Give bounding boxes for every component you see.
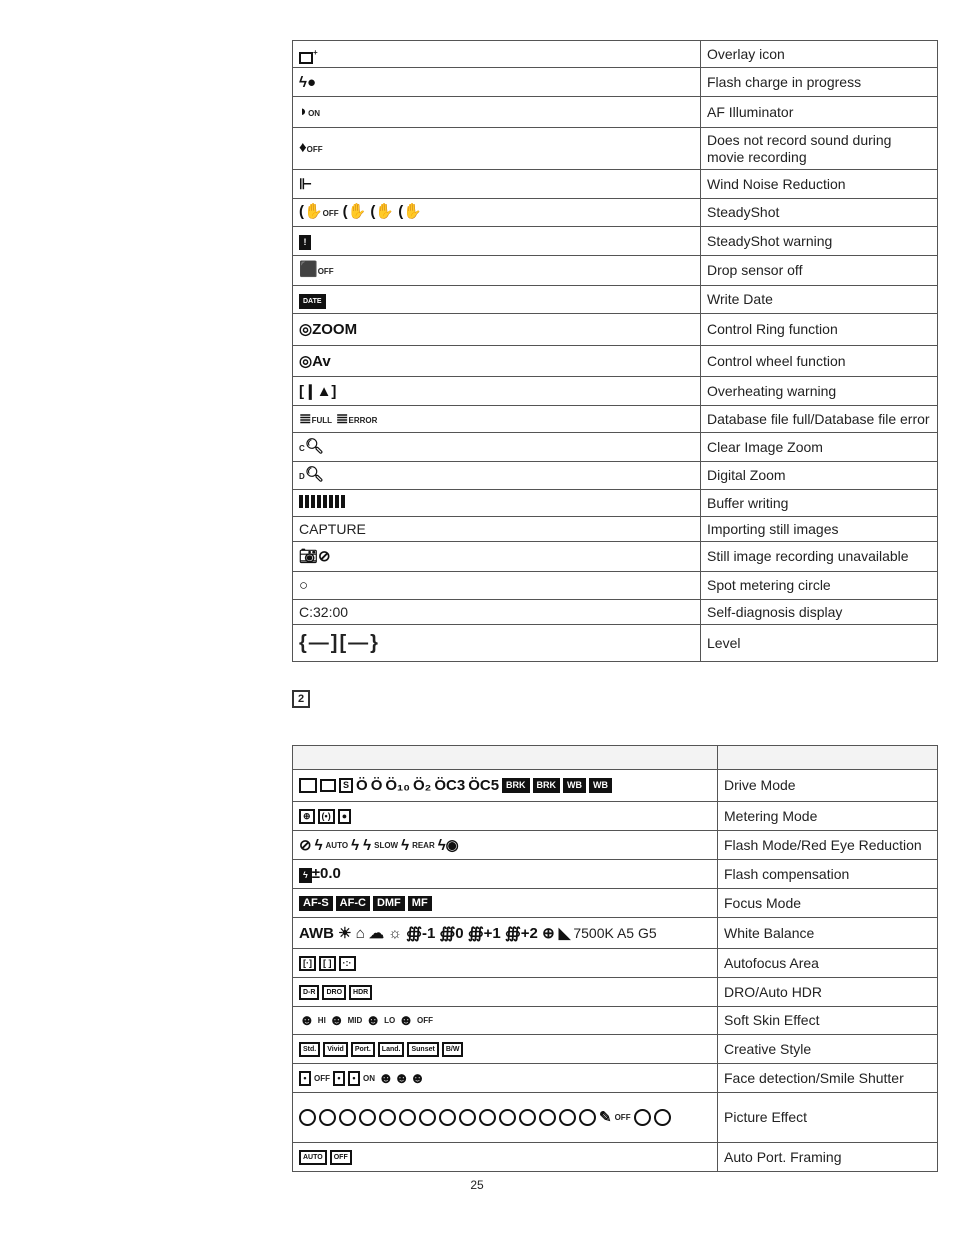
soft-skin-icons: ☻ HI ☻ MID ☻ LO ☻ OFF (293, 1007, 718, 1035)
page-number: 25 (470, 1178, 484, 1192)
capture-text: CAPTURE (293, 517, 701, 542)
steadyshot-icon: (✋OFF (✋ (✋ (✋ (293, 199, 701, 227)
row-desc: Wind Noise Reduction (701, 170, 938, 199)
row-desc: SteadyShot warning (701, 227, 938, 256)
row-desc: Drop sensor off (701, 256, 938, 286)
drive-mode-icons: S Ö Ö Ö₁₀ Ö₂ ÖC3 ÖC5 BRK BRK WB WB (293, 770, 718, 802)
header-cell (718, 746, 938, 770)
indicator-table-2 (292, 745, 938, 1172)
row-desc: Autofocus Area (718, 949, 938, 978)
creative-style-icons: Std. Vivid Port. Land. Sunset B/W (293, 1035, 718, 1064)
row-desc: Flash charge in progress (701, 68, 938, 97)
row-desc: DRO/Auto HDR (718, 978, 938, 1007)
row-desc: White Balance (718, 918, 938, 949)
overlay-icon: + (293, 41, 701, 68)
buffer-icon (293, 490, 701, 517)
level-icon: {—][—} (293, 625, 701, 662)
row-desc: Level (701, 625, 938, 662)
still-unavailable-icon: 📷︎⊘ (293, 542, 701, 572)
row-desc: Picture Effect (718, 1093, 938, 1143)
database-icon: ≣FULL ≣ERROR (293, 406, 701, 433)
row-desc: Still image recording unavailable (701, 542, 938, 572)
row-desc: Database file full/Database file error (701, 406, 938, 433)
row-desc: Drive Mode (718, 770, 938, 802)
metering-mode-icons: ⊕ (•) ● (293, 802, 718, 831)
row-desc: Control wheel function (701, 346, 938, 377)
af-illuminator-icon: ◗ON (293, 97, 701, 128)
section-marker-2-icon: 2 (292, 690, 310, 708)
row-desc: Self-diagnosis display (701, 600, 938, 625)
auto-port-framing-icons: AUTO OFF (293, 1143, 718, 1172)
row-desc: Flash compensation (718, 860, 938, 889)
flash-mode-icons: ⊘ ϟ AUTO ϟ ϟ SLOW ϟ REAR ϟ◉ (293, 831, 718, 860)
row-desc: Metering Mode (718, 802, 938, 831)
row-desc: Face detection/Smile Shutter (718, 1064, 938, 1093)
row-desc: Buffer writing (701, 490, 938, 517)
control-wheel-av-icon: ◎Av (293, 346, 701, 377)
steadyshot-warning-icon: ! (293, 227, 701, 256)
date-icon: DATE (293, 286, 701, 314)
row-desc: Soft Skin Effect (718, 1007, 938, 1035)
row-desc: Does not record sound during movie recording (701, 128, 938, 170)
row-desc: Flash Mode/Red Eye Reduction (718, 831, 938, 860)
overheating-icon: [❙▲] (293, 377, 701, 406)
row-desc: AF Illuminator (701, 97, 938, 128)
row-desc: Control Ring function (701, 314, 938, 346)
control-ring-zoom-icon: ◎ZOOM (293, 314, 701, 346)
row-desc: Clear Image Zoom (701, 433, 938, 462)
flash-charge-icon: ϟ● (293, 68, 701, 97)
spot-circle-icon: ○ (293, 572, 701, 600)
flash-comp-icon: ϟ ±0.0 (293, 860, 718, 889)
drop-sensor-off-icon: ⬛OFF (293, 256, 701, 286)
header-cell (293, 746, 718, 770)
af-area-icons: [·] [ ] ·:· (293, 949, 718, 978)
row-desc: Overlay icon (701, 41, 938, 68)
white-balance-icons: AWB ☀ ⌂ ☁ ☼ ∰-1 ∰0 ∰+1 ∰+2 ⊕ ◣ 7500K A5 G5 (293, 918, 718, 949)
row-desc: Digital Zoom (701, 462, 938, 490)
wb-kelvin-text: 7500K A5 G5 (573, 924, 657, 941)
row-desc: Write Date (701, 286, 938, 314)
indicator-table-1 (292, 40, 938, 662)
row-desc: Spot metering circle (701, 572, 938, 600)
row-desc: Focus Mode (718, 889, 938, 918)
row-desc: Auto Port. Framing (718, 1143, 938, 1172)
mic-off-icon: ♦OFF (293, 128, 701, 170)
focus-mode-icons: AF-S AF-C DMF MF (293, 889, 718, 918)
row-desc: SteadyShot (701, 199, 938, 227)
wind-noise-icon: ⊩ (293, 170, 701, 199)
picture-effect-icons: ✎ OFF (293, 1093, 718, 1143)
row-desc: Creative Style (718, 1035, 938, 1064)
face-detection-icons: • OFF • • ON ☻☻☻ (293, 1064, 718, 1093)
dro-hdr-icons: D-R DRO HDR (293, 978, 718, 1007)
self-diagnosis-text: C:32:00 (293, 600, 701, 625)
row-desc: Importing still images (701, 517, 938, 542)
row-desc: Overheating warning (701, 377, 938, 406)
digital-zoom-icon: D🔍︎ (293, 462, 701, 490)
clear-image-zoom-icon: C🔍︎ (293, 433, 701, 462)
